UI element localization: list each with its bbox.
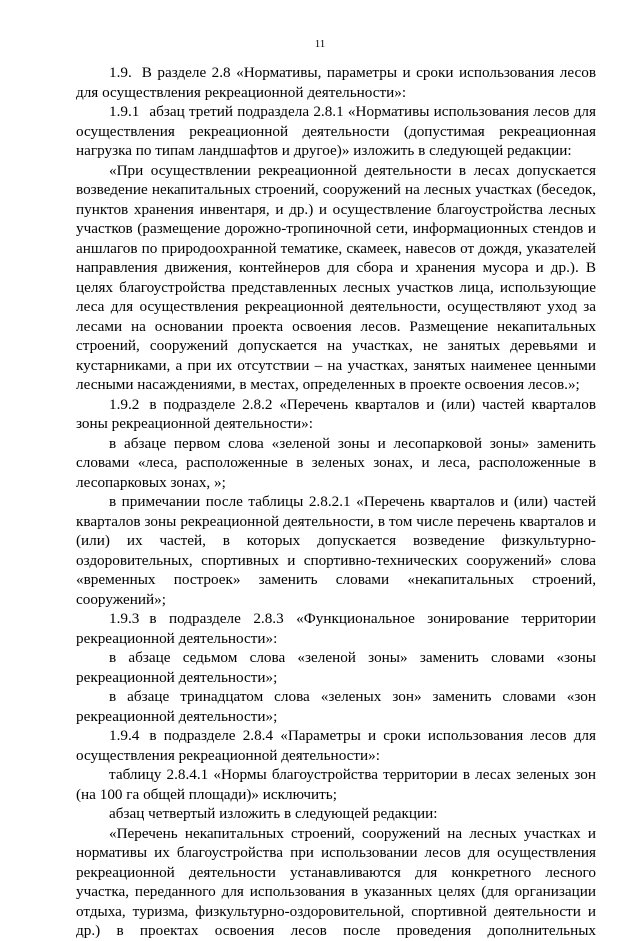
paragraph-quote-list <box>76 824 596 941</box>
paragraph-text: в абзаце седьмом слова «зеленой зоны» заменить словами «зоны рекреационной деятельности»; <box>76 649 596 686</box>
paragraph-text: абзац третий подраздела 2.8.1 «Нормативы использования лесов для осуществления рекреационной деятельности (допустимая рекреационная нагрузка по типам ландшафтов и другое)» изложить в следующей редакции: <box>76 103 596 159</box>
paragraph-text: «Перечень некапитальных строений, сооружений на лесных участках и нормативы их благоустройства при использовании лесов для осуществления рекреационной деятельности устанавливаются для конкретного лесного участка, переданного для использования в указанных целях (для организации отдыха, туризма, физкультурно-оздоровительной, спортивной деятельности и др.) в проектах освоения лесов после проведения дополнительных <box>76 824 596 939</box>
paragraph-number: 1.9.4 <box>109 727 140 744</box>
paragraph-fourth-abzac <box>76 804 596 824</box>
paragraph-text: в подразделе 2.8.2 «Перечень кварталов и (или) частей кварталов зоны рекреационной деятельности»: <box>76 395 596 432</box>
paragraph-text: в подразделе 2.8.4 «Параметры и сроки использования лесов для осуществления рекреационной деятельности»: <box>76 727 596 764</box>
paragraph-text: в примечании после таблицы 2.8.2.1 «Перечень кварталов и (или) частей кварталов зоны рекреационной деятельности, в том числе перечень кварталов и (или) их частей, в которых допускается возведение физкультурно-оздоровительных, спортивных и спортивно-технических сооружений» слова «временных построек» заменить словами «некапитальных строений, сооружений»; <box>76 493 596 608</box>
paragraph-1-9-3 <box>76 609 596 648</box>
paragraph-text: в абзаце тринадцатом слова «зеленых зон» заменить словами «зон рекреационной деятельности»; <box>76 688 596 725</box>
paragraph-text: в подразделе 2.8.3 «Функциональное зонирование территории рекреационной деятельности»: <box>76 610 596 647</box>
paragraph-text: таблицу 2.8.4.1 «Нормы благоустройства территории в лесах зеленых зон (на 100 га общей площади)» исключить; <box>76 766 596 803</box>
paragraph-table-exclude <box>76 765 596 804</box>
paragraph-number: 1.9.3 <box>109 610 140 627</box>
paragraph-amend-first <box>76 434 596 493</box>
paragraph-text: абзац четвертый изложить в следующей редакции: <box>109 805 438 822</box>
paragraph-1-9-1 <box>76 102 596 161</box>
paragraph-number: 1.9.1 <box>109 103 140 120</box>
paragraph-1-9-2 <box>76 395 596 434</box>
paragraph-1-9-4 <box>76 726 596 765</box>
paragraph-number: 1.9.2 <box>109 395 140 413</box>
paragraph-number: 1.9. <box>109 64 132 81</box>
page-number: 11 <box>314 38 326 50</box>
paragraph-amend-seventh <box>76 648 596 687</box>
paragraph-1-9 <box>76 63 596 102</box>
paragraph-quote-recreation <box>76 161 596 395</box>
document-body <box>76 63 596 941</box>
paragraph-text: «При осуществлении рекреационной деятельности в лесах допускается возведение некапитальных строений, сооружений на лесных участках (беседок, пунктов хранения инвентаря, и др.) и осуществление благоустройства лесных участков (размещение дорожно-тропиночной сети, информационных стендов и аншлагов по природоохранной тематике, скамеек, навесов от дождя, указателей направления движения, контейнеров для сбора и хранения мусора и др.). В целях благоустройства представленных лесных участков лица, использующие леса для осуществления рекреационной деятельности, осуществляют уход за лесами на основании проекта освоения лесов. Размещение некапитальных строений, сооружений допускается на участках, не занятых деревьями и кустарниками, а при их отсутствии – на участках, занятых наименее ценными лесными насаждениями, в местах, определенных в проекте освоения лесов.»; <box>76 161 596 393</box>
paragraph-amend-thirteenth <box>76 687 596 726</box>
paragraph-text: в абзаце первом слова «зеленой зоны и лесопарковой зоны» заменить словами «леса, расположенные в зеленых зонах, и леса, расположенные в лесопарковых зонах, »; <box>76 434 596 491</box>
paragraph-text: В разделе 2.8 «Нормативы, параметры и сроки использования лесов для осуществления рекреационной деятельности»: <box>76 64 596 101</box>
paragraph-amend-note <box>76 492 596 609</box>
